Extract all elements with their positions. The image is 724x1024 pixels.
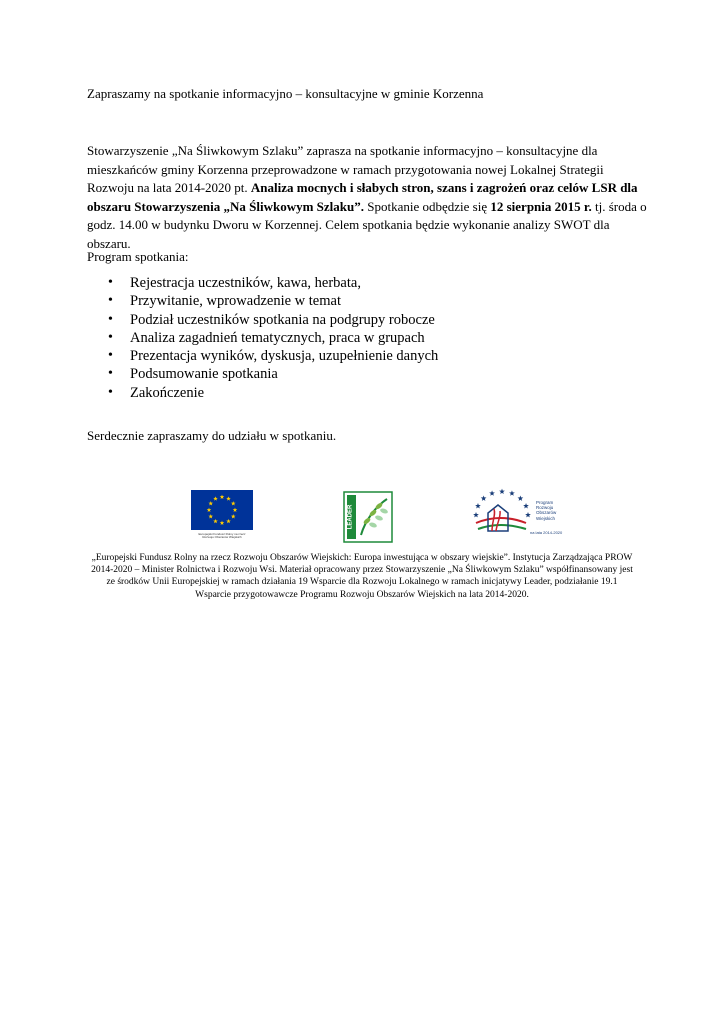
eu-flag-logo (191, 490, 253, 530)
list-item: • Podział uczestników spotkania na podgrupy robocze (108, 311, 438, 329)
prow-star (525, 512, 531, 517)
leader-logo (343, 491, 393, 543)
prow-line: Obszarów (536, 510, 557, 516)
intro-text-2: Spotkanie odbędzie się (364, 198, 491, 214)
funding-footer: „Europejski Fundusz Rolny na rzecz Rozwoju Obszarów Wiejskich: Europa inwestująca w obszary wiejskie”. Instytucja Zarządzająca PROW 2014-2020 – Minister Rolnictwa i Rozwoju Wsi. Materiał opracowany przez Stowarzyszenie „Na Śliwkowym Szlaku” współfinansowany jest ze środków Unii Europejskiej w ramach działania 19 Wsparcie dla Rozwoju Lokalnego w ramach inicjatywy Leader, podziałanie 19.1 Wsparcie przygotowawcze Programu Rozwoju Obszarów Wiejskich na lata 2014-2020. (91, 553, 633, 600)
prow-logo-years: na lata 2014-2020 (530, 530, 563, 535)
prow-star (499, 489, 505, 494)
prow-star (518, 495, 524, 500)
prow-line: Rozwoju (536, 505, 554, 511)
program-label: Program spotkania: (87, 249, 189, 264)
intro-bold-date: 12 sierpnia 2015 r. (490, 198, 592, 214)
list-item: • Prezentacja wyników, dyskusja, uzupełnienie danych (108, 347, 438, 365)
prow-star (523, 503, 529, 508)
list-item: • Rejestracja uczestników, kawa, herbata, (108, 274, 438, 292)
intro-text-3: tj. środa o godz. 14.00 w budynku Dworu w Korzennej. Celem spotkania będzie wykonanie analizy SWOT dla obszaru. (87, 198, 647, 251)
prow-star (475, 503, 481, 508)
list-item: • Analiza zagadnień tematycznych, praca w grupach (108, 329, 438, 347)
prow-star (489, 490, 495, 495)
list-item: • Podsumowanie spotkania (108, 365, 438, 383)
intro-bold-title: Analiza mocnych i słabych stron, szans i zagrożeń oraz celów LSR dla obszaru Stowarzyszenia „Na Śliwkowym Szlaku”. (87, 180, 638, 214)
prow-logo-text (536, 500, 572, 521)
intro-paragraph (87, 142, 647, 253)
document-title: Zapraszamy na spotkanie informacyjno – konsultacyjne w gminie Korzenna (87, 86, 484, 101)
eu-flag-caption: Europejski Fundusz Rolny na rzecz Rozwoju Obszarów Wiejskich (198, 532, 246, 540)
prow-star (481, 495, 487, 500)
program-list (108, 274, 438, 402)
prow-line: Program (536, 500, 554, 505)
prow-star (473, 512, 479, 517)
closing-line: Serdecznie zapraszamy do udziału w spotkaniu. (87, 428, 337, 443)
prow-line: Wiejskich (536, 515, 556, 521)
prow-star (509, 490, 515, 495)
intro-text-1: Stowarzyszenie „Na Śliwkowym Szlaku” zaprasza na spotkanie informacyjno – konsultacyjne dla mieszkańców gminy Korzenna przeprowadzone w ramach przygotowania nowej Lokalnej Strategii Rozwoju na lata 2014-2020 pt. (87, 143, 604, 195)
list-item: • Zakończenie (108, 384, 438, 402)
leader-logo-text: LEADER (347, 504, 354, 530)
list-item: • Przywitanie, wprowadzenie w temat (108, 292, 438, 310)
